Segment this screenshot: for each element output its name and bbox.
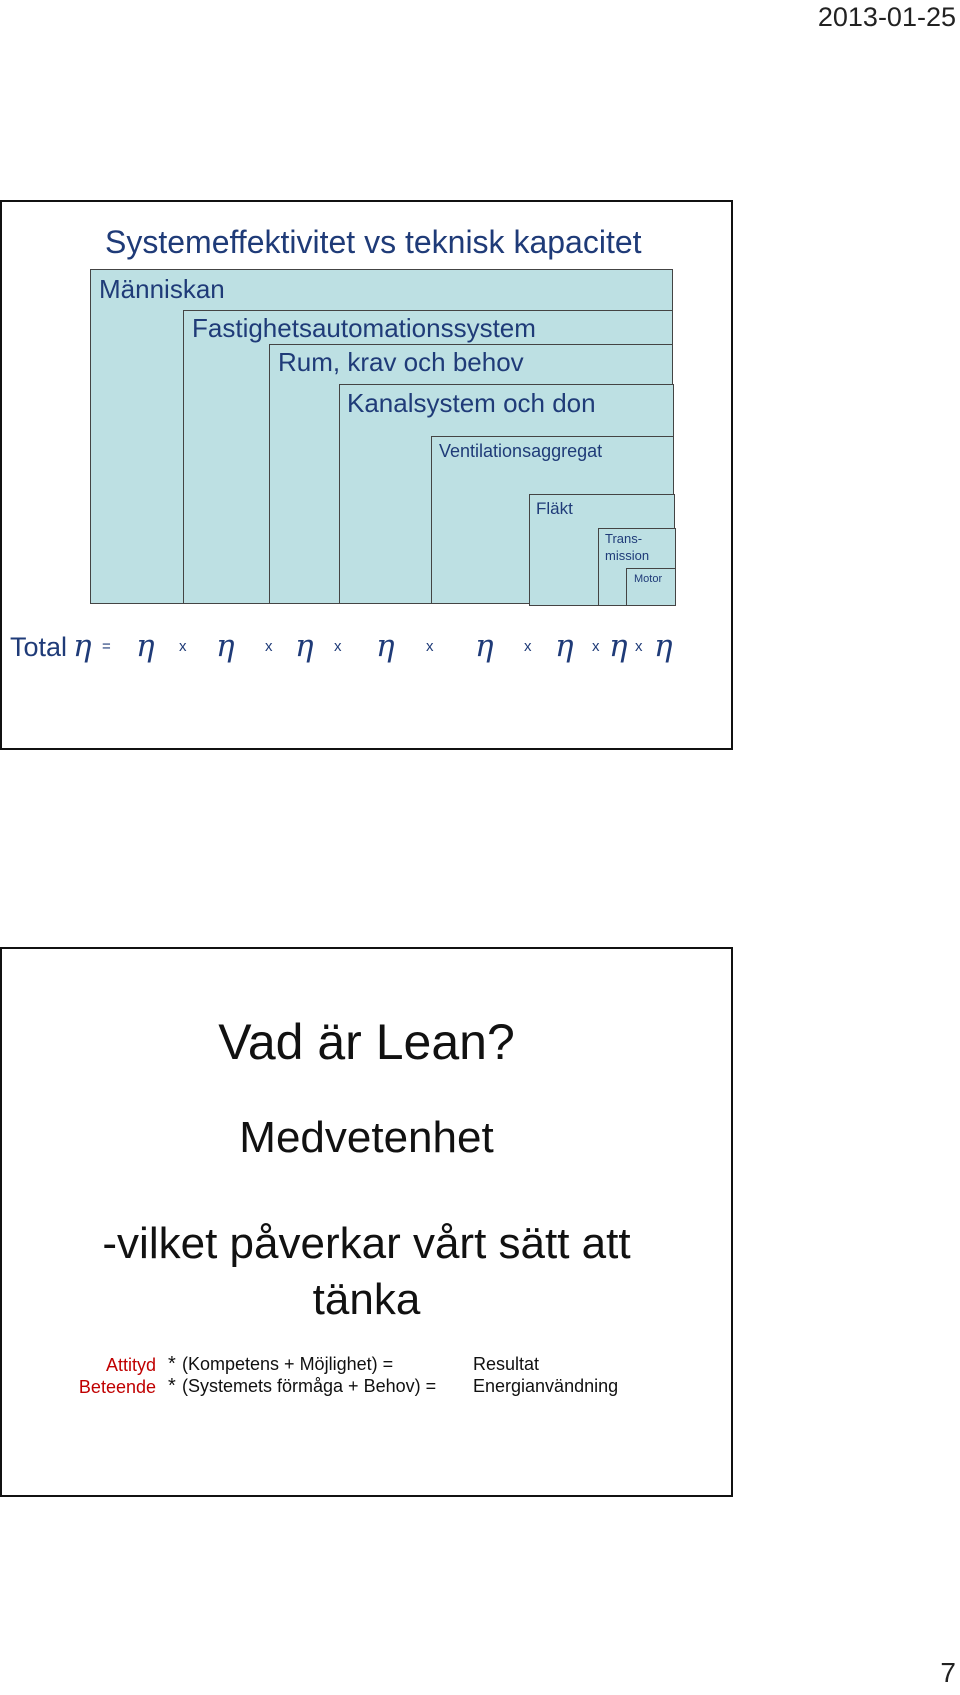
box-label: Trans-	[605, 531, 643, 546]
slide-body-line: tänka	[312, 1275, 421, 1324]
formula-middle: (Systemets förmåga + Behov) =	[182, 1376, 437, 1396]
eta-symbol: η	[216, 628, 235, 664]
multiply-star: *	[168, 1375, 176, 1397]
slide-body-line: -vilket påverkar vårt sätt att	[102, 1219, 631, 1268]
box-label: Ventilationsaggregat	[439, 441, 603, 461]
multiply-star: *	[168, 1353, 176, 1375]
box-label: Rum, krav och behov	[278, 347, 524, 377]
box-label: Människan	[99, 274, 225, 304]
slide-system-efficiency	[0, 200, 733, 750]
times-sign: x	[592, 638, 600, 655]
box-label: mission	[605, 548, 650, 563]
times-sign: x	[265, 638, 273, 655]
page-number: 7	[940, 1657, 956, 1688]
times-sign: x	[524, 638, 532, 655]
eta-symbol: η	[295, 628, 314, 664]
eta-symbol: η	[73, 628, 92, 664]
times-sign: x	[635, 638, 643, 655]
times-sign: x	[426, 638, 434, 655]
slide-subtitle: Medvetenhet	[239, 1113, 494, 1162]
formula-result: Energianvändning	[473, 1376, 619, 1396]
box-label: Kanalsystem och don	[347, 388, 596, 418]
box-label: Fastighetsautomationssystem	[192, 313, 536, 343]
eta-symbol: η	[654, 628, 673, 664]
slide-title: Vad är Lean?	[218, 1014, 515, 1070]
formula-result: Resultat	[473, 1354, 540, 1374]
box-label: Fläkt	[536, 499, 573, 518]
formula-middle: (Kompetens + Möjlighet) =	[182, 1354, 394, 1374]
eta-symbol: η	[136, 628, 155, 664]
equals-sign: =	[102, 638, 111, 655]
eta-symbol: η	[475, 628, 494, 664]
eta-symbol: η	[555, 628, 574, 664]
times-sign: x	[334, 638, 342, 655]
formula-left-label: Attityd	[105, 1355, 156, 1375]
box-motor	[626, 568, 676, 606]
equation-total-label: Total	[10, 632, 68, 662]
box-label: Motor	[634, 573, 663, 585]
formula-left-label: Beteende	[78, 1377, 156, 1397]
slide-title: Systemeffektivitet vs teknisk kapacitet	[105, 224, 642, 260]
slide-lean	[0, 947, 733, 1497]
eta-symbol: η	[609, 628, 628, 664]
eta-symbol: η	[376, 628, 395, 664]
page-date: 2013-01-25	[817, 2, 956, 32]
times-sign: x	[179, 638, 187, 655]
